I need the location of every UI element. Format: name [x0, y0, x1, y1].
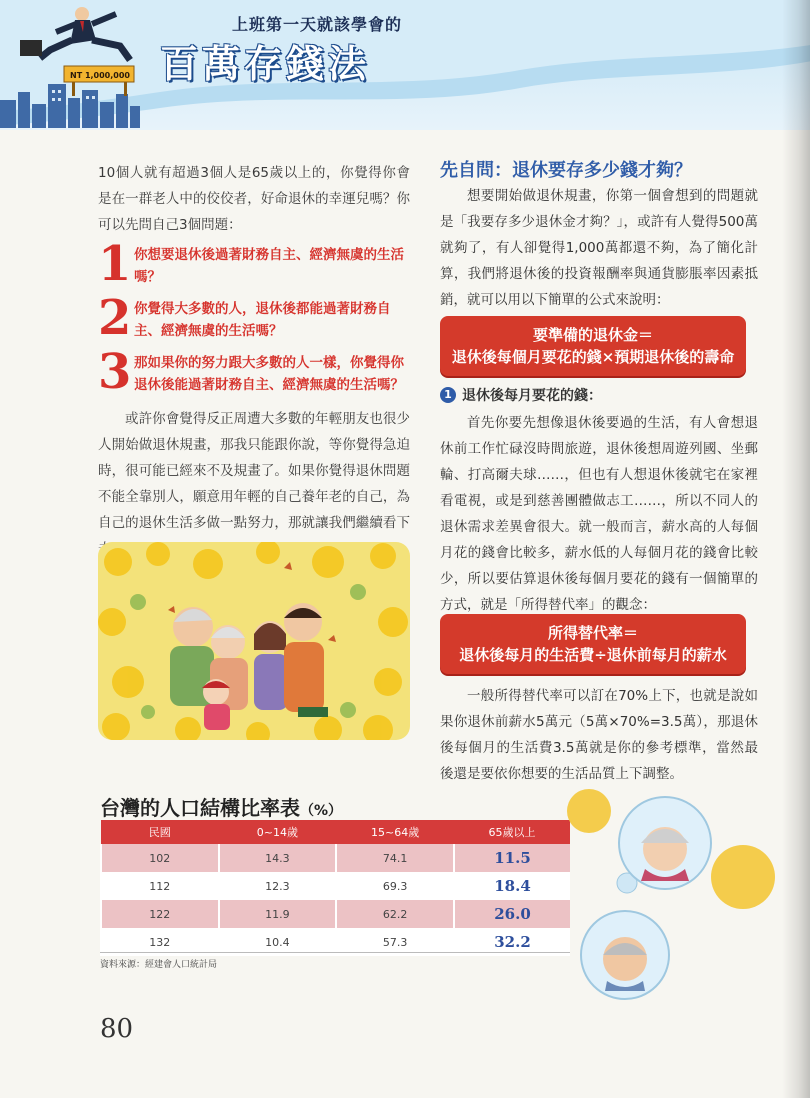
family-illustration: [98, 542, 410, 740]
monthly-spending-paragraph: 首先你要先想像退休後要過的生活，有人會想退休前工作忙碌沒時間旅遊，退休後想周遊列國、坐郵輪、打高爾夫球……，但也有人想退休後就宅在家裡看電視，或是到慈善團體做志工……，所以不同人的退休需求差異會很大。就一般而言，薪水高的人每個月花的錢會比較多，薪水低的人每個月花的錢會比較少，所以要估算退休後每個月要花的錢有一個簡單的方式，就是「所得替代率」的觀念：: [440, 415, 758, 613]
column-header: 0~14歲: [219, 820, 337, 844]
question-number: 1: [98, 236, 132, 292]
table-row: [101, 872, 570, 900]
table-cell: 12.3: [219, 872, 337, 900]
table-cell: 62.2: [336, 900, 454, 928]
table-cell: 10.4: [219, 928, 337, 956]
table-cell-highlight: 11.5: [454, 844, 570, 872]
table-cell-highlight: 26.0: [454, 900, 570, 928]
table-row: [101, 900, 570, 928]
table-cell: 14.3: [219, 844, 337, 872]
retirement-intro-paragraph: 想要開始做退休規畫，你第一個會想到的問題就是「我要存多少退休金才夠？」，或許有人覺得500萬就夠了，有人卻覺得1,000萬都還不夠，為了簡化計算，我們將退休後的投資報酬率與通貨膨脹率因素抵銷，就可以用以下簡單的公式來說明：: [440, 188, 758, 308]
table-divider: [100, 952, 570, 953]
table-header-row: [101, 820, 570, 844]
question-number: 3: [98, 344, 132, 400]
question-number: 2: [98, 290, 132, 346]
table-unit: （%）: [300, 803, 343, 819]
header-title: 百萬存錢法: [160, 41, 371, 86]
header-subtitle: 上班第一天就該學會的: [232, 15, 403, 34]
family-in-flowers-image: [98, 542, 410, 740]
question-text: 你覺得大多數的人，退休後都能過著財務自主、經濟無虞的生活嗎？: [134, 301, 391, 339]
page-number: 80: [100, 1014, 134, 1044]
conclusion-paragraph: 或許你會覺得反正周遭大多數的年輕朋友也很少人開始做退休規畫，那我只能跟你說，等你覺得急迫時，很可能已經來不及規畫了。如果你覺得退休問題不能全靠別人，願意用年輕的自己養年老的自己，為自己的退休生活多做一點努力，那就讓我們繼續看下: [98, 411, 410, 531]
table-cell-highlight: 18.4: [454, 872, 570, 900]
subheading-number: 1: [440, 387, 456, 403]
header-sign-text: NT 1,000,000: [70, 71, 130, 80]
table-cell: 132: [101, 928, 219, 956]
table-row: [101, 844, 570, 872]
income-replacement-formula: [440, 614, 746, 674]
table-cell: 74.1: [336, 844, 454, 872]
table-cell: 102: [101, 844, 219, 872]
question-text: 你想要退休後過著財務自主、經濟無虞的生活嗎？: [134, 247, 404, 285]
subheading-text: 退休後每月要花的錢：: [462, 388, 602, 404]
column-header: 民國: [101, 820, 219, 844]
table-cell-highlight: 32.2: [454, 928, 570, 956]
page-gutter-shadow: [782, 0, 810, 1098]
header-skyline-illustration: [0, 0, 810, 128]
elderly-bubbles-illustration: [565, 785, 790, 1010]
question-item: [98, 344, 410, 400]
formula-line-1: 所得替代率＝: [547, 624, 638, 642]
table-title: [100, 792, 342, 821]
table-title-text: 台灣的人口結構比率表: [100, 796, 300, 820]
page-header: [0, 0, 810, 130]
table-cell: 11.9: [219, 900, 337, 928]
retirement-fund-formula: [440, 316, 746, 376]
table-cell: 69.3: [336, 872, 454, 900]
subheading: [440, 385, 602, 405]
replacement-rate-paragraph: 一般所得替代率可以訂在70%上下，也就是說如果你退休前薪水5萬元（5萬×70%=3.5萬），那退休後每個月的生活費3.5萬就是你的參考標準，當然最後還是要依你想要的生活品質上下調整。: [440, 688, 758, 782]
section-title: 先自問：退休要存多少錢才夠？: [440, 160, 692, 181]
population-structure-table: [100, 820, 570, 956]
column-header: 65歲以上: [454, 820, 570, 844]
formula-line-2: 退休後每月的生活費÷退休前每月的薪水: [459, 646, 727, 664]
formula-line-2: 退休後每個月要花的錢×預期退休後的壽命: [451, 348, 735, 366]
table-cell: 122: [101, 900, 219, 928]
formula-line-1: 要準備的退休金＝: [532, 326, 653, 344]
column-header: 15~64歲: [336, 820, 454, 844]
intro-paragraph: 10個人就有超過3個人是65歲以上的，你覺得你會是在一群老人中的佼佼者，好命退休的幸運兒嗎？你可以先問自己3個問題：: [98, 165, 410, 233]
left-column: [98, 160, 410, 562]
table-cell: 112: [101, 872, 219, 900]
question-text: 那如果你的努力跟大多數的人一樣，你覺得你退休後能過著財務自主、經濟無虞的生活嗎？: [134, 355, 404, 393]
data-source: 資料來源：經建會人口統計局: [100, 960, 218, 970]
question-item: [98, 236, 410, 292]
question-item: [98, 290, 410, 346]
table-cell: 57.3: [336, 928, 454, 956]
